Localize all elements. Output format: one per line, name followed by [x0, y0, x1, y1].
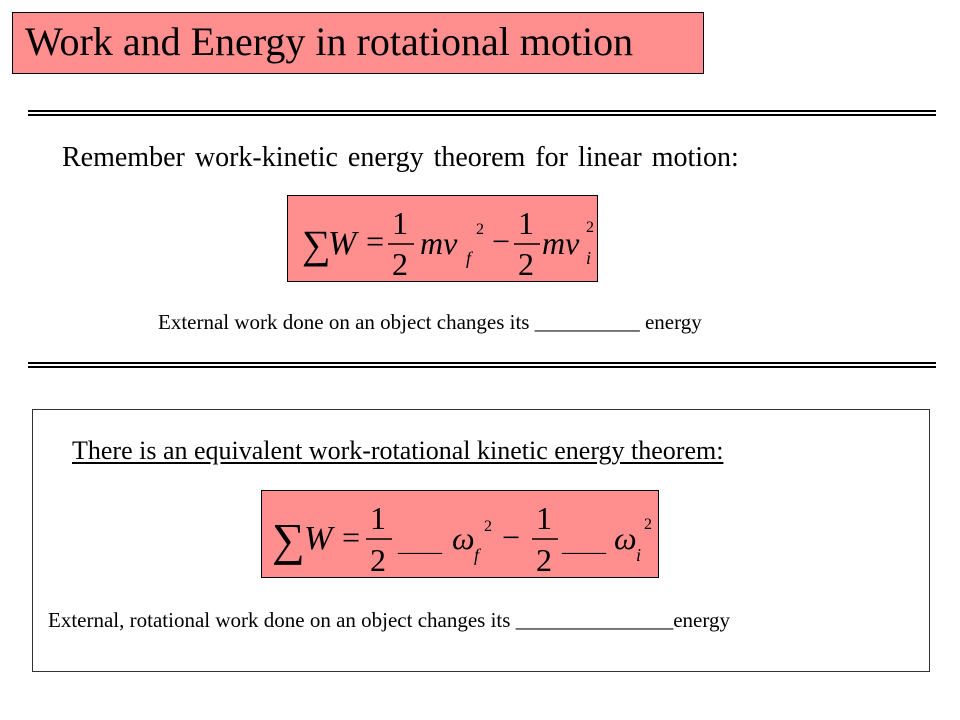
initial-subscript: i — [636, 545, 642, 565]
fraction-numerator: 1 — [518, 205, 534, 241]
linear-equation-box — [287, 195, 598, 282]
sum-symbol: ∑ — [302, 222, 331, 267]
squared-superscript: 2 — [644, 516, 652, 533]
fraction-denominator: 2 — [536, 542, 552, 578]
fraction-denominator: 2 — [370, 542, 386, 578]
fraction-numerator: 1 — [392, 205, 408, 241]
page-title: Work and Energy in rotational motion — [25, 19, 634, 64]
final-subscript: f — [466, 248, 472, 268]
rotational-fill-in-note: External, rotational work done on an object changes its _______________energy — [48, 608, 730, 632]
top-divider — [28, 110, 936, 116]
rotational-equation-box — [261, 490, 659, 578]
rotational-heading: There is an equivalent work-rotational kinetic energy theorem: — [72, 436, 724, 465]
fraction-numerator: 1 — [536, 500, 552, 536]
omega-symbol: ω — [452, 520, 475, 556]
minus-sign: − — [502, 519, 521, 555]
linear-fill-in-note: External work done on an object changes its __________ energy — [158, 310, 702, 334]
work-variable: W — [304, 520, 333, 557]
final-subscript: f — [474, 545, 480, 565]
mass-velocity-term: mv — [542, 225, 580, 261]
linear-intro-text: Remember work-kinetic energy theorem for linear motion: — [62, 142, 739, 173]
sum-symbol: ∑ — [272, 514, 305, 565]
fraction-denominator: 2 — [392, 246, 408, 282]
linear-equation — [288, 196, 599, 283]
equals-sign: = — [342, 519, 361, 555]
omega-symbol: ω — [614, 520, 637, 556]
equals-sign: = — [366, 223, 385, 259]
mass-velocity-term: mv — [420, 225, 458, 261]
moment-blank: ____ — [398, 531, 442, 556]
title-banner — [12, 12, 704, 74]
work-variable: W — [328, 225, 357, 262]
fraction-denominator: 2 — [518, 246, 534, 282]
initial-subscript: i — [586, 248, 592, 268]
fraction-numerator: 1 — [370, 500, 386, 536]
squared-superscript: 2 — [476, 221, 484, 238]
rotational-equation — [262, 491, 660, 579]
squared-superscript: 2 — [586, 219, 594, 236]
middle-divider — [28, 362, 936, 368]
moment-blank: ____ — [562, 531, 606, 556]
minus-sign: − — [492, 223, 511, 259]
squared-superscript: 2 — [484, 518, 492, 535]
